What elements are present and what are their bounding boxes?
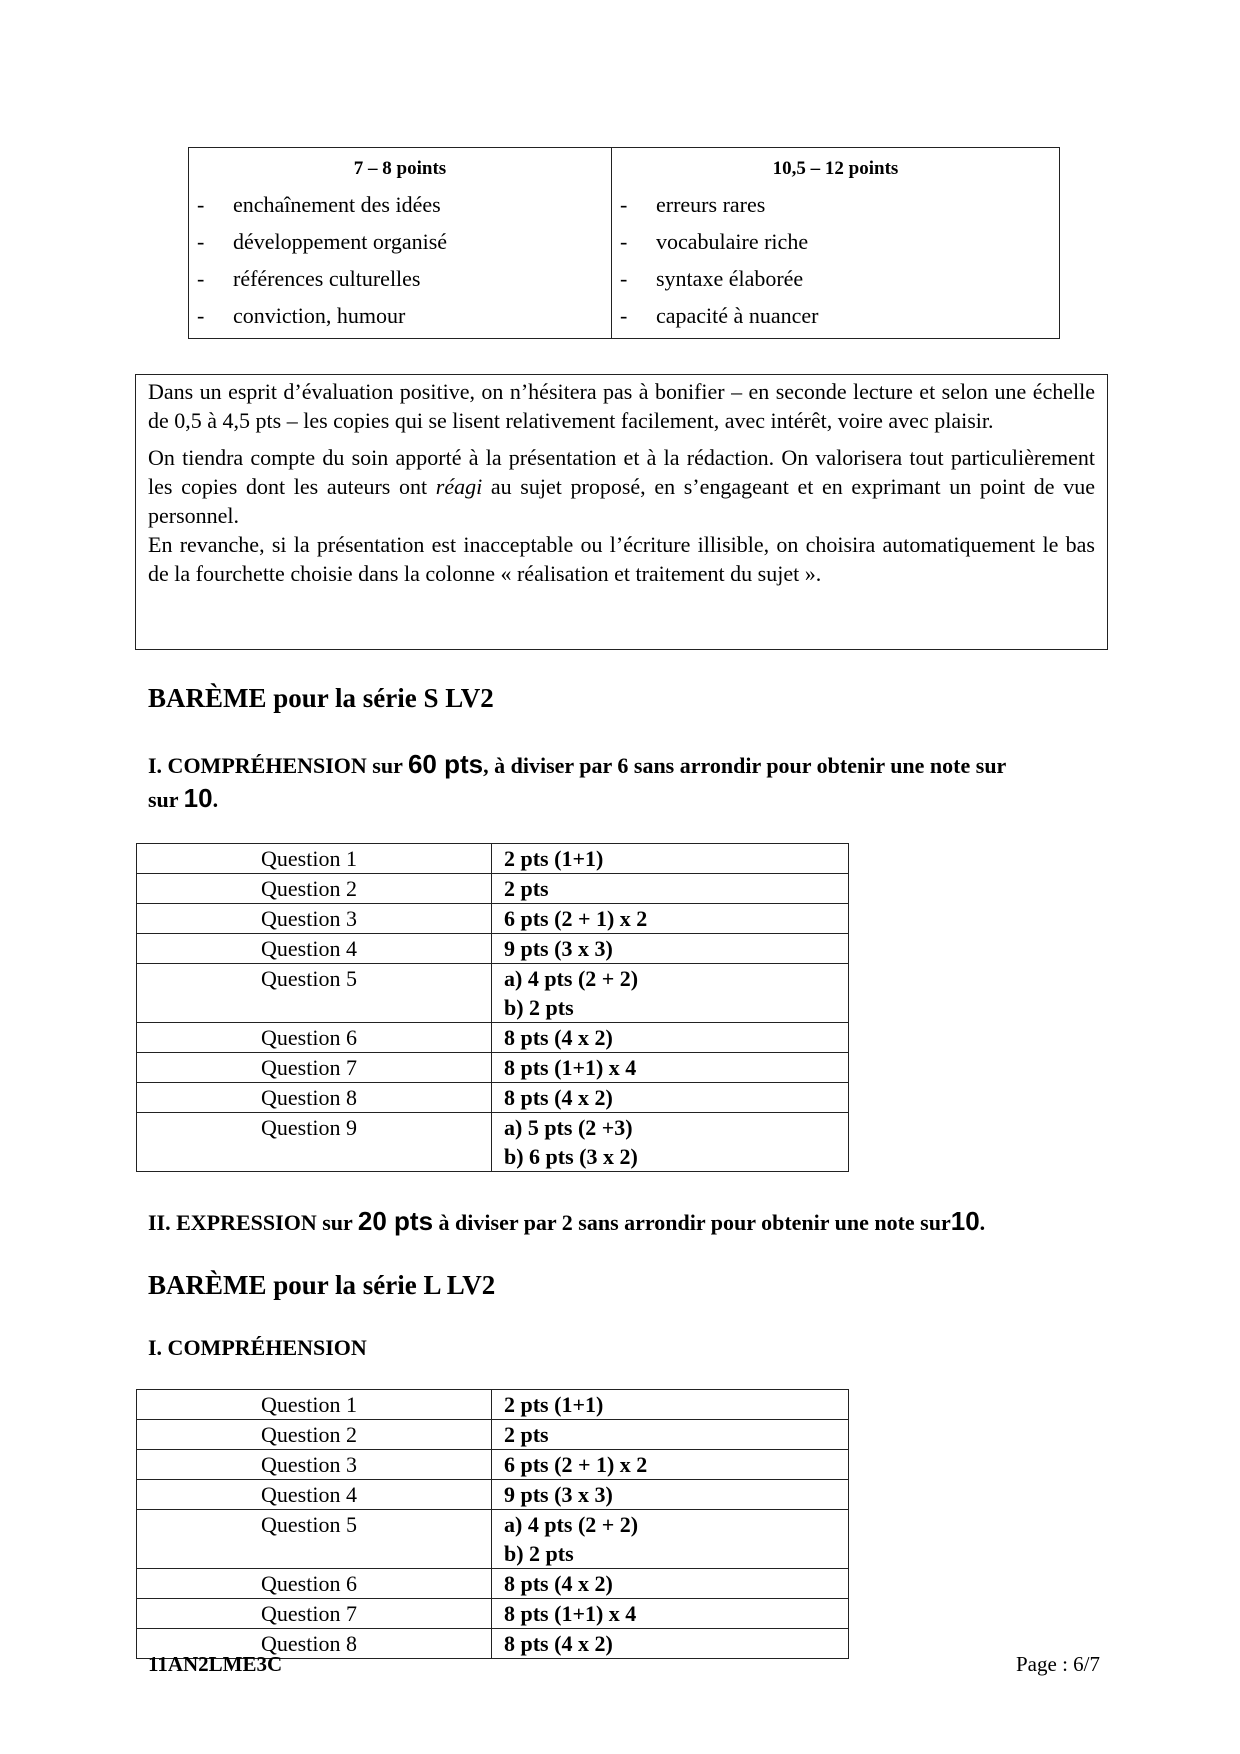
points-value: 6 pts (2 + 1) x 2 — [504, 1452, 648, 1477]
points-cell — [492, 1390, 849, 1420]
question-label: Question 2 — [137, 874, 492, 904]
table-row — [137, 1083, 849, 1113]
question-label: Question 4 — [137, 934, 492, 964]
question-label: Question 7 — [137, 1599, 492, 1629]
question-label: Question 5 — [137, 964, 492, 1023]
points-value: 9 pts (3 x 3) — [504, 936, 613, 961]
series-l-title: BARÈME pour la série L LV2 — [148, 1270, 496, 1300]
criteria-heading-left: 7 – 8 points — [353, 158, 447, 179]
question-label: Question 1 — [137, 1390, 492, 1420]
table-row — [137, 1113, 849, 1172]
bullet-dash: - — [620, 303, 628, 328]
points-value: a) 4 pts (2 + 2) — [504, 966, 639, 991]
points-value: 8 pts (4 x 2) — [504, 1085, 613, 1110]
note-paragraph-1: Dans un esprit d’évaluation positive, on n’hésitera pas à bonifier – en seconde lecture et selon une échelle de 0,5 à 4,5 pts – les copies qui se lisent relativement facilement, avec intérêt, voire avec plaisir. — [148, 379, 1095, 433]
points-cell — [492, 874, 849, 904]
points-value: b) 2 pts — [504, 1541, 574, 1566]
criteria-item: - développement organisé — [189, 223, 611, 260]
series-l-score-table — [136, 1389, 849, 1659]
table-row — [137, 874, 849, 904]
criteria-heading-right: 10,5 – 12 points — [772, 158, 899, 179]
points-cell — [492, 1480, 849, 1510]
points-cell — [492, 1053, 849, 1083]
criteria-item: - vocabulaire riche — [612, 223, 1059, 260]
points-value: 8 pts (4 x 2) — [504, 1571, 613, 1596]
bullet-dash: - — [620, 266, 628, 291]
question-label: Question 5 — [137, 1510, 492, 1569]
question-label: Question 9 — [137, 1113, 492, 1172]
series-s-expression-heading: II. EXPRESSION sur 20 pts à diviser par 2 sans arrondir pour obtenir une note sur10. — [148, 1206, 986, 1236]
points-cell — [492, 1629, 849, 1659]
points-cell — [492, 1420, 849, 1450]
bullet-dash: - — [197, 192, 205, 217]
note-emphasis: réagi — [435, 474, 483, 499]
criteria-table — [188, 147, 1060, 339]
criteria-column-left — [189, 148, 611, 338]
points-value: a) 5 pts (2 +3) — [504, 1115, 633, 1140]
table-row — [137, 1420, 849, 1450]
points-value: 8 pts (4 x 2) — [504, 1631, 613, 1656]
criteria-column-right — [611, 148, 1059, 338]
question-label: Question 6 — [137, 1023, 492, 1053]
points-value: 2 pts (1+1) — [504, 846, 604, 871]
series-s-comprehension-heading: I. COMPRÉHENSION sur 60 pts, à diviser par 6 sans arrondir pour obtenir une note sur sur 10. — [148, 749, 1007, 813]
question-label: Question 3 — [137, 1450, 492, 1480]
question-label: Question 3 — [137, 904, 492, 934]
points-cell — [492, 934, 849, 964]
points-value: 2 pts — [504, 1422, 549, 1447]
table-row — [137, 1510, 849, 1569]
points-value: a) 4 pts (2 + 2) — [504, 1512, 639, 1537]
table-row — [137, 1053, 849, 1083]
table-row — [137, 1599, 849, 1629]
bullet-dash: - — [620, 192, 628, 217]
criteria-item: - capacité à nuancer — [612, 297, 1059, 334]
table-row — [137, 1450, 849, 1480]
points-value: 6 pts (2 + 1) x 2 — [504, 906, 648, 931]
question-label: Question 4 — [137, 1480, 492, 1510]
table-row — [137, 904, 849, 934]
points-cell — [492, 1599, 849, 1629]
question-label: Question 7 — [137, 1053, 492, 1083]
criteria-item: - conviction, humour — [189, 297, 611, 334]
points-value: b) 6 pts (3 x 2) — [504, 1144, 638, 1169]
question-label: Question 8 — [137, 1629, 492, 1659]
points-cell — [492, 844, 849, 874]
points-cell — [492, 1083, 849, 1113]
criteria-item: - erreurs rares — [612, 186, 1059, 223]
page-number: Page : 6/7 — [1016, 1652, 1100, 1676]
criteria-item: - syntaxe élaborée — [612, 260, 1059, 297]
series-s-title: BARÈME pour la série S LV2 — [148, 683, 494, 713]
question-label: Question 2 — [137, 1420, 492, 1450]
table-row — [137, 844, 849, 874]
evaluation-note-box — [135, 374, 1108, 650]
series-s-score-table — [136, 843, 849, 1172]
series-l-comprehension-heading: I. COMPRÉHENSION — [148, 1335, 367, 1360]
table-row — [137, 1023, 849, 1053]
points-value: 8 pts (4 x 2) — [504, 1025, 613, 1050]
criteria-item: - enchaînement des idées — [189, 186, 611, 223]
question-label: Question 8 — [137, 1083, 492, 1113]
bullet-dash: - — [197, 303, 205, 328]
table-row — [137, 964, 849, 1023]
table-row — [137, 1390, 849, 1420]
criteria-item: - références culturelles — [189, 260, 611, 297]
document-code: 11AN2LME3C — [148, 1652, 283, 1676]
points-value: 8 pts (1+1) x 4 — [504, 1055, 637, 1080]
question-label: Question 1 — [137, 844, 492, 874]
points-cell — [492, 1569, 849, 1599]
points-value: b) 2 pts — [504, 995, 574, 1020]
table-row — [137, 1569, 849, 1599]
points-value: 8 pts (1+1) x 4 — [504, 1601, 637, 1626]
bullet-dash: - — [197, 266, 205, 291]
points-cell — [492, 964, 849, 1023]
question-label: Question 6 — [137, 1569, 492, 1599]
points-value: 9 pts (3 x 3) — [504, 1482, 613, 1507]
points-cell — [492, 1510, 849, 1569]
points-cell — [492, 1113, 849, 1172]
points-cell — [492, 904, 849, 934]
table-row — [137, 1480, 849, 1510]
bullet-dash: - — [197, 229, 205, 254]
points-value: 2 pts (1+1) — [504, 1392, 604, 1417]
points-cell — [492, 1450, 849, 1480]
points-value: 2 pts — [504, 876, 549, 901]
table-row — [137, 934, 849, 964]
note-paragraph-3: En revanche, si la présentation est inacceptable ou l’écriture illisible, on choisira automatiquement le bas de la fourchette choisie dans la colonne « réalisation et traitement du sujet ». — [148, 532, 1095, 586]
note-paragraph-2: On tiendra compte du soin apporté à la présentation et à la rédaction. On valorisera tout particulièrement les copies dont les auteurs ont réagi au sujet proposé, en s’engageant et en exprimant un point de vue personnel. — [148, 445, 1095, 528]
bullet-dash: - — [620, 229, 628, 254]
points-cell — [492, 1023, 849, 1053]
